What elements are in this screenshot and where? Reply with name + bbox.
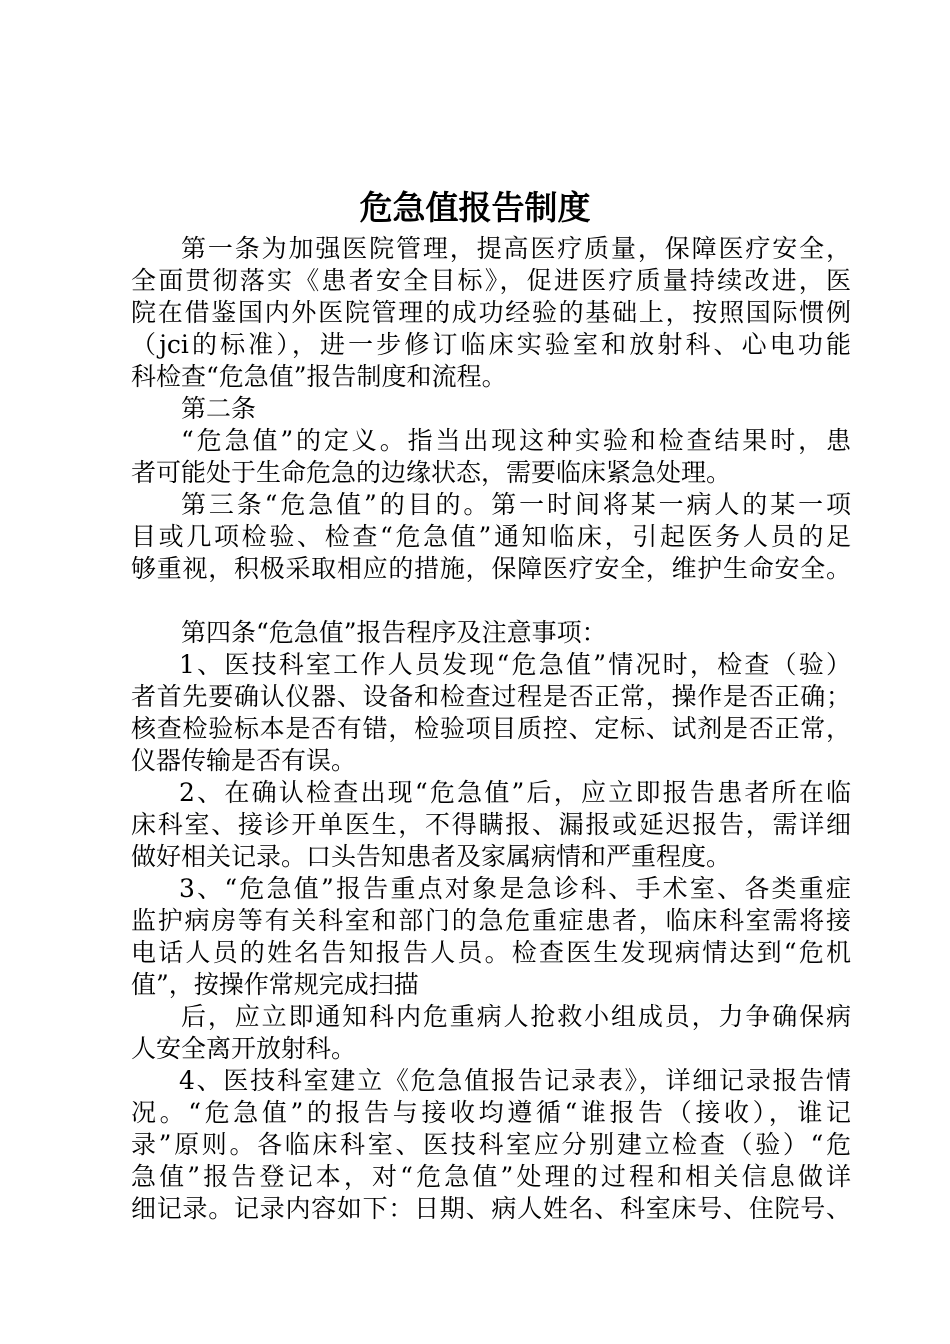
paragraph-line: 核查检验标本是否有错，检验项目质控、定标、试剂是否正常， (131, 714, 851, 743)
paragraph-line: 录”原则。各临床科室、医技科室应分别建立检查（验）“危 (131, 1130, 851, 1159)
paragraph-line: 做好相关记录。口头告知患者及家属病情和严重程度。 (131, 842, 732, 871)
paragraph-line: 3、“危急值”报告重点对象是急诊科、手术室、各类重症 (179, 874, 851, 903)
paragraph-line: 科检查“危急值”报告制度和流程。 (131, 362, 507, 391)
paragraph-line: 况。“危急值”的报告与接收均遵循“谁报告（接收），谁记 (131, 1098, 851, 1127)
paragraph-line: 院在借鉴国内外医院管理的成功经验的基础上，按照国际惯例 (131, 298, 851, 327)
paragraph-line: 值”，按操作常规完成扫描 (131, 970, 419, 999)
paragraph-line: 1、医技科室工作人员发现“危急值”情况时，检查（验） (179, 650, 851, 679)
paragraph-line: 目或几项检验、检查“危急值”通知临床，引起医务人员的足 (131, 522, 851, 551)
paragraph-line: 第二条 (181, 394, 257, 423)
paragraph-line: 2、在确认检查出现“危急值”后，应立即报告患者所在临 (179, 778, 851, 807)
paragraph-line: 者首先要确认仪器、设备和检查过程是否正常，操作是否正确； (131, 682, 851, 711)
paragraph-line: 急值”报告登记本，对“危急值”处理的过程和相关信息做详 (131, 1162, 851, 1191)
paragraph-line: 仪器传输是否有误。 (131, 746, 357, 775)
paragraph-line: 者可能处于生命危急的边缘状态，需要临床紧急处理。 (131, 458, 732, 487)
paragraph-line: 全面贯彻落实《患者安全目标》，促进医疗质量持续改进，医 (131, 266, 851, 295)
paragraph-line: 4、医技科室建立《危急值报告记录表》，详细记录报告情 (179, 1066, 851, 1095)
paragraph-line: 床科室、接诊开单医生，不得瞒报、漏报或延迟报告，需详细 (131, 810, 851, 839)
paragraph-line: 第三条“危急值”的目的。第一时间将某一病人的某一项 (181, 490, 851, 519)
paragraph-gap (131, 585, 851, 617)
document-body (131, 233, 851, 1225)
paragraph-line: “危急值”的定义。指当出现这种实验和检查结果时，患 (181, 426, 851, 455)
document-title: 危急值报告制度 (359, 188, 591, 227)
paragraph-line: （jci的标准），进一步修订临床实验室和放射科、心电功能 (131, 330, 851, 359)
paragraph-line: 够重视，积极采取相应的措施，保障医疗安全，维护生命安全。 (131, 554, 851, 583)
paragraph-line: 监护病房等有关科室和部门的急危重症患者，临床科室需将接 (131, 906, 851, 935)
paragraph-line: 电话人员的姓名告知报告人员。检查医生发现病情达到“危机 (131, 938, 851, 967)
paragraph-line: 第一条为加强医院管理，提高医疗质量，保障医疗安全， (181, 234, 851, 263)
paragraph-line: 第四条“危急值”报告程序及注意事项： (181, 618, 607, 647)
paragraph-line: 后，应立即通知科内危重病人抢救小组成员，力争确保病 (181, 1002, 851, 1031)
paragraph-line: 细记录。记录内容如下：日期、病人姓名、科室床号、住院号、 (131, 1194, 851, 1223)
paragraph-line: 人安全离开放射科。 (131, 1034, 357, 1063)
